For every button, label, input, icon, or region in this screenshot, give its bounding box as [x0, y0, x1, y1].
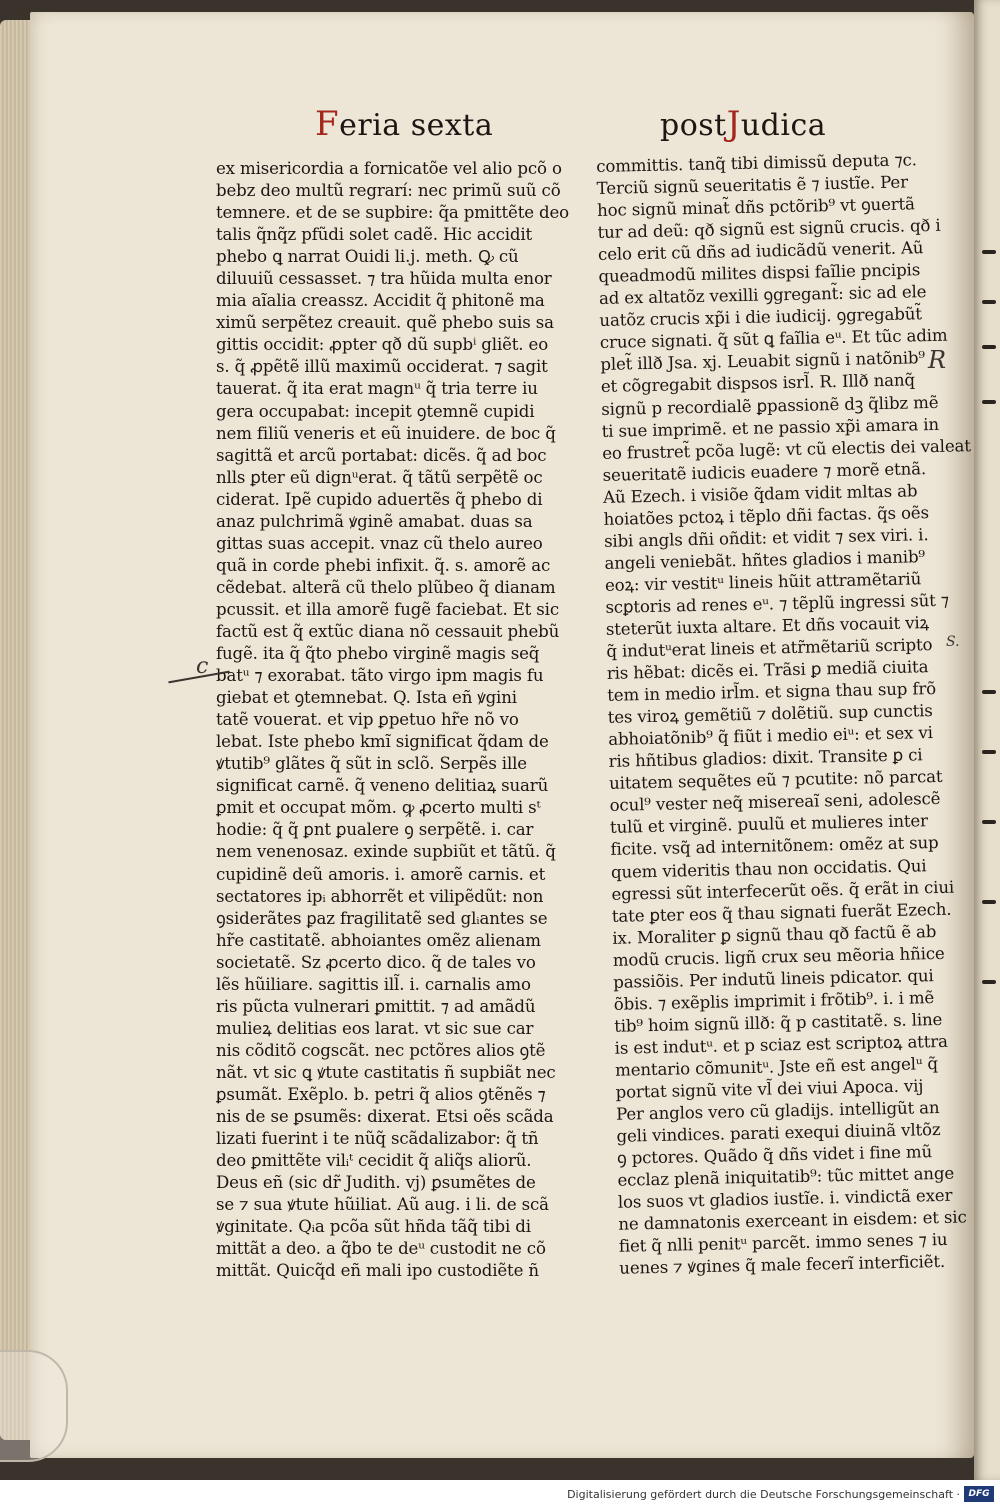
text-line: Aũ Ezech. i visiõe q̃dam vidit mltas ab — [602, 481, 918, 507]
text-line: sectatores ipᵢ abhorrẽt et vilipẽdũt: non — [216, 886, 544, 906]
funding-credit: Digitalisierung gefördert durch die Deutsche Forschungsgemeinschaft · — [567, 1488, 960, 1501]
text-line: ecclaz plenã iniquitatib⁹: tũc mittet ange — [617, 1163, 955, 1190]
footer-bar — [0, 1480, 1000, 1511]
text-line: tate ꝑter eos q̃ thau signati fuerãt Ezech. — [611, 899, 952, 926]
text-line: mulieꝝ delitias eos larat. vt sic sue car — [216, 1018, 534, 1038]
text-line: sagittã et arcũ portabat: dicẽs. q̃ ad boc — [216, 445, 547, 465]
text-line: ix. Moraliter ꝑ signũ thau qð factũ ẽ ab — [612, 921, 937, 948]
text-line: ximũ serpẽtez creauit. quẽ phebo suis sa — [216, 313, 554, 333]
text-line: fiet q̃ nlli penitᵘ parcẽt. immo senes ⁊ iu — [618, 1230, 948, 1257]
facing-page-edge — [974, 0, 1000, 1480]
text-line: ꝯsiderãtes ꝑaz fragilitatẽ sed glᵢantes se — [216, 908, 548, 928]
text-line: giebat et ꝯtemnebat. Q. Ista eñ ꝟgini — [216, 688, 517, 708]
text-line: ti sue imprimẽ. et ne passio xp̃i amara in — [601, 414, 940, 441]
text-line: pcussit. et illa amorẽ fugẽ faciebat. Et sic — [216, 599, 559, 619]
text-line: tur ad deũ: qð signũ est signũ crucis. qð i — [597, 215, 941, 243]
text-line: hoiatões pctoꝝ i tẽplo dñi factas. q̃s oẽs — [603, 502, 930, 529]
text-line: quem videritis thau non occidatis. Qui — [610, 855, 927, 882]
text-line: talis q̃nq̃z pfũdi solet cadẽ. Hic accidit — [216, 225, 533, 245]
text-line: mittãt. Quicq̃d eñ mali ipo custodiẽte ñ — [216, 1261, 539, 1281]
text-line: eo frustret̃ pcõa lugẽ: vt cũ electis dei valeat — [602, 435, 971, 463]
text-line: celo erit cũ dñs ad iudicãdũ venerit. Aũ — [597, 238, 924, 265]
text-line: nem filiũ veneris et eũ inuidere. de boc q̃ — [216, 423, 556, 443]
text-line: tulũ et virginẽ. puulũ et mulieres inter — [609, 811, 929, 838]
text-line: nis cõditõ cogscãt. nec pctõres alios ꝯtẽ — [216, 1040, 546, 1060]
text-line: hr̃e castitatẽ. abhoiantes omẽz alienam — [216, 930, 541, 950]
page-clip — [0, 1350, 68, 1462]
text-line: deo ꝑmittẽte vilᵢᵗ cecidit q̃ aliq̃s aliorũ. — [216, 1151, 532, 1171]
text-line: hoc signũ minat̃ dñs pctõrib⁹ vt ꝯuertã — [596, 194, 916, 221]
text-line: lizati fuerint i te nũq̃ scãdalizabor: q̃ tñ — [216, 1129, 539, 1149]
running-head-left: Feria sexta — [315, 104, 494, 144]
text-line: ne damnatonis exerceant in eisdem: et sic — [618, 1207, 967, 1235]
text-line: tatẽ vouerat. et vip ꝑpetuo hr̃e nõ vo — [216, 710, 519, 730]
text-line: bebz deo multũ regrarí: nec primũ suũ cõ — [216, 181, 561, 201]
text-line: Deus eñ (sic dr̃ Judith. vj) ꝑsumẽtes de — [216, 1173, 536, 1193]
text-line: egressi sũt interfecerũt oẽs. q̃ erãt in ciui — [611, 877, 955, 904]
text-line: passiõis. Per indutũ lineis pdicator. qui — [613, 965, 934, 992]
text-line: ris pũcta vulnerari ꝑmittit. ⁊ ad amãdũ — [216, 996, 536, 1016]
text-line: diluuiũ cessasset. ⁊ tra hũida multa enor — [216, 269, 552, 289]
running-head-right: postJudica — [660, 104, 827, 144]
text-line: uatõz crucis xp̃i i die iudicij. ꝯgregabũt̃ — [599, 304, 922, 331]
text-column-right — [596, 149, 971, 1280]
text-line: mittãt a deo. a q̃bo te deᵘ custodit ne cõ — [216, 1239, 546, 1259]
text-line: is est indutᵘ. et p sciaz est scriptoꝝ attra — [614, 1031, 948, 1058]
text-line: gittas suas accepit. vnaz cũ thelo aureo — [216, 533, 543, 553]
text-line: gera occupabat: incepit ꝯtemnẽ cupidi — [216, 401, 535, 421]
text-line: uenes ⁊ ꝟgines q̃ male fecerĩ interficiẽt. — [619, 1252, 946, 1279]
text-line: societatẽ. Sz ꝓcerto dico. q̃ de tales vo — [216, 952, 536, 972]
text-line: steterũt iuxta altare. Et dñs vocauit viꝝ — [605, 613, 930, 639]
text-line: queadmodũ milites dispsi faĩlie pncipis — [598, 260, 921, 287]
text-line: tem in medio irl̃m. et signa thau sup frõ — [607, 679, 937, 706]
text-line: nlls ꝑter eũ dignᵘerat. q̃ tãtũ serpẽtẽ oc — [216, 467, 543, 487]
text-line: eoꝝ: vir vestitᵘ lineis hũit attramẽtariũ — [604, 569, 922, 595]
text-line: ris hẽbat: dicẽs ei. Trãsi ꝑ mediã ciuita — [606, 657, 929, 683]
text-line: ꝟginitate. Qᵢa pcõa sũt hñda tãq̃ tibi di — [216, 1217, 531, 1237]
text-line: los suos vt gladios iustĩe. i. vindictã exer — [617, 1185, 953, 1212]
text-line: abhoiatõnib⁹ q̃ fiũt i medio eiᵘ: et sex vi — [608, 723, 933, 750]
text-line: ad ex altatõz vexilli ꝯgregant̃: sic ad ele — [598, 282, 927, 309]
text-line: nãt. vt sic ꝗ ꝟtute castitatis ñ supbiãt nec — [216, 1062, 556, 1082]
rubric-initial: F — [315, 104, 340, 144]
text-line: quã in corde phebi infixit. q̃. s. amorẽ ac — [216, 555, 551, 575]
text-line: tib⁹ hoim signũ illð: q̃ p castitatẽ. s. line — [614, 1009, 943, 1036]
text-line: et cõgregabit dispsos isrl̃. R. Illð nanq̃ — [600, 370, 916, 397]
text-line: se ⁊ sua ꝟtute hũiliat. Aũ aug. i li. de scã — [216, 1195, 549, 1215]
text-line: lebat. Iste phebo kmĩ significat q̃dam de — [216, 732, 549, 752]
text-line: Per anglos vero cũ gladijs. intelligũt an — [615, 1098, 940, 1124]
text-line: q̃ indutᵘerat lineis et atr̃mẽtariũ scripto — [606, 635, 933, 661]
text-line: batᵘ ⁊ exorabat. tãto virgo ipm magis fu — [216, 666, 544, 686]
text-line: ris hñtibus gladios: dixit. Transite ꝑ ci — [608, 745, 923, 772]
text-line: tes viroꝝ gemẽtiũ ⁊ dolẽtiũ. sup cunctis — [607, 701, 933, 728]
text-line: mia aĩalia creassz. Accidit q̃ phitonẽ ma — [216, 291, 545, 311]
text-line: portat signũ vite vl̃ dei viui Apoca. vij — [615, 1076, 924, 1102]
text-column-left — [216, 158, 570, 1282]
text-line: ciderat. Ipẽ cupido aduertẽs q̃ phebo di — [216, 489, 543, 509]
text-line: scꝑtoris ad renes eᵘ. ⁊ tẽplũ ingressi sũt ⁊ — [605, 590, 950, 617]
text-line: cruce signati. q̃ sũt ꝗ faĩlia eᵘ. Et tũc adim — [599, 326, 948, 353]
text-line: lẽs hũiliare. sagittis ill̃. i. carnalis amo — [216, 974, 531, 994]
text-line: seueritatẽ iudicis euadere ⁊ morẽ etnã. — [602, 458, 927, 485]
text-line: ex misericordia a fornicatõe vel alio pcõ o — [216, 159, 562, 178]
text-line: mentario cõmunitᵘ. Jste eñ est angelᵘ q̃ — [614, 1053, 939, 1080]
rubric-initial: J — [726, 104, 741, 144]
text-line: factũ est q̃ extũc diana nõ cessauit phebũ — [216, 621, 560, 641]
text-line: plet̃ illð Jsa. xj. Leuabit signũ i natõnib⁹ — [600, 348, 926, 375]
text-line: ꝑsumãt. Exẽplo. b. petri q̃ alios ꝯtẽnẽs ⁊ — [216, 1084, 546, 1104]
text-line: anaz pulchrimã ꝟginẽ amabat. duas sa — [216, 511, 533, 531]
text-line: cẽdebat. alterã cũ thelo plũbeo q̃ dianam — [216, 577, 556, 597]
text-line: gittis occidit: ꝓpter qð dũ supbⁱ gliẽt. eo — [216, 335, 549, 355]
marginal-note: R — [928, 346, 947, 374]
text-line: significat carnẽ. q̃ veneno delitiaꝝ suarũ — [216, 776, 549, 796]
text-line: phebo ꝗ narrat Ouidi li.j. meth. Ꝙ cũ — [216, 247, 519, 267]
text-line: õbis. ⁊ exẽplis imprimit i frõtib⁹. i. i mẽ — [613, 987, 935, 1014]
text-line: ficite. vsq̃ ad internitõnem: omẽz at sup — [610, 833, 939, 860]
text-line: ꝯ pctores. Quãdo q̃ dñs videt i fine mũ — [616, 1142, 933, 1168]
marginal-note: c — [196, 654, 209, 679]
text-line: geli vindices. parati exequi diuinã vltõz — [616, 1120, 941, 1146]
text-line: fugẽ. ita q̃ q̃to phebo virginẽ magis seq̃ — [216, 644, 540, 664]
text-line: nem venenosaz. exinde supbiũt et tãtũ. q̃ — [216, 842, 556, 862]
dfg-logo: DFG — [964, 1486, 994, 1502]
text-line: uitatem sequẽtes eũ ⁊ pcutite: nõ parcat — [608, 767, 943, 794]
text-line: sibi angls dñi oñdit: et vidit ⁊ sex viri. i. — [603, 524, 929, 551]
text-line: hodie: q̃ q̃ ꝑnt ꝑualere ꝯ serpẽtẽ. i. car — [216, 820, 534, 840]
text-line: nis de se ꝑsumẽs: dixerat. Etsi oẽs scãda — [216, 1107, 554, 1127]
text-line: cupidinẽ deũ amoris. i. amorẽ carnis. et — [216, 864, 546, 884]
marginal-note: S. — [946, 634, 960, 650]
text-line: ꝑmit et occupat mõm. ꝙ ꝓcerto multi sᵗ — [216, 798, 541, 818]
text-line: ocul⁹ vester neq̃ misereaĩ seni, adolescẽ — [609, 789, 941, 816]
text-line: s. q̃ ꝓpẽtẽ illũ maximũ occiderat. ⁊ sagit — [216, 357, 548, 377]
text-line: tauerat. q̃ ita erat magnᵘ q̃ tria terre iu — [216, 379, 538, 399]
page-edges — [0, 20, 34, 1440]
text-line: temnere. et de se supbire: q̃a pmittẽte deo — [216, 203, 570, 223]
text-line: angeli veniebãt. hñtes gladios i manib⁹ — [604, 547, 926, 573]
text-line: signũ p recordialẽ ꝑpassionẽ dꝫ q̃libz mẽ — [601, 392, 939, 419]
text-line: committis. tanq̃ tibi dimissũ deputa ⁊c. — [596, 150, 917, 176]
text-line: Terciũ signũ seueritatis ẽ ⁊ iustĩe. Per — [596, 172, 909, 199]
text-line: ꝟtutib⁹ glãtes q̃ sũt in sclõ. Serpẽs ille — [216, 754, 527, 774]
text-line: modũ crucis. ligñ crux seu mẽoria hñice — [612, 943, 945, 970]
